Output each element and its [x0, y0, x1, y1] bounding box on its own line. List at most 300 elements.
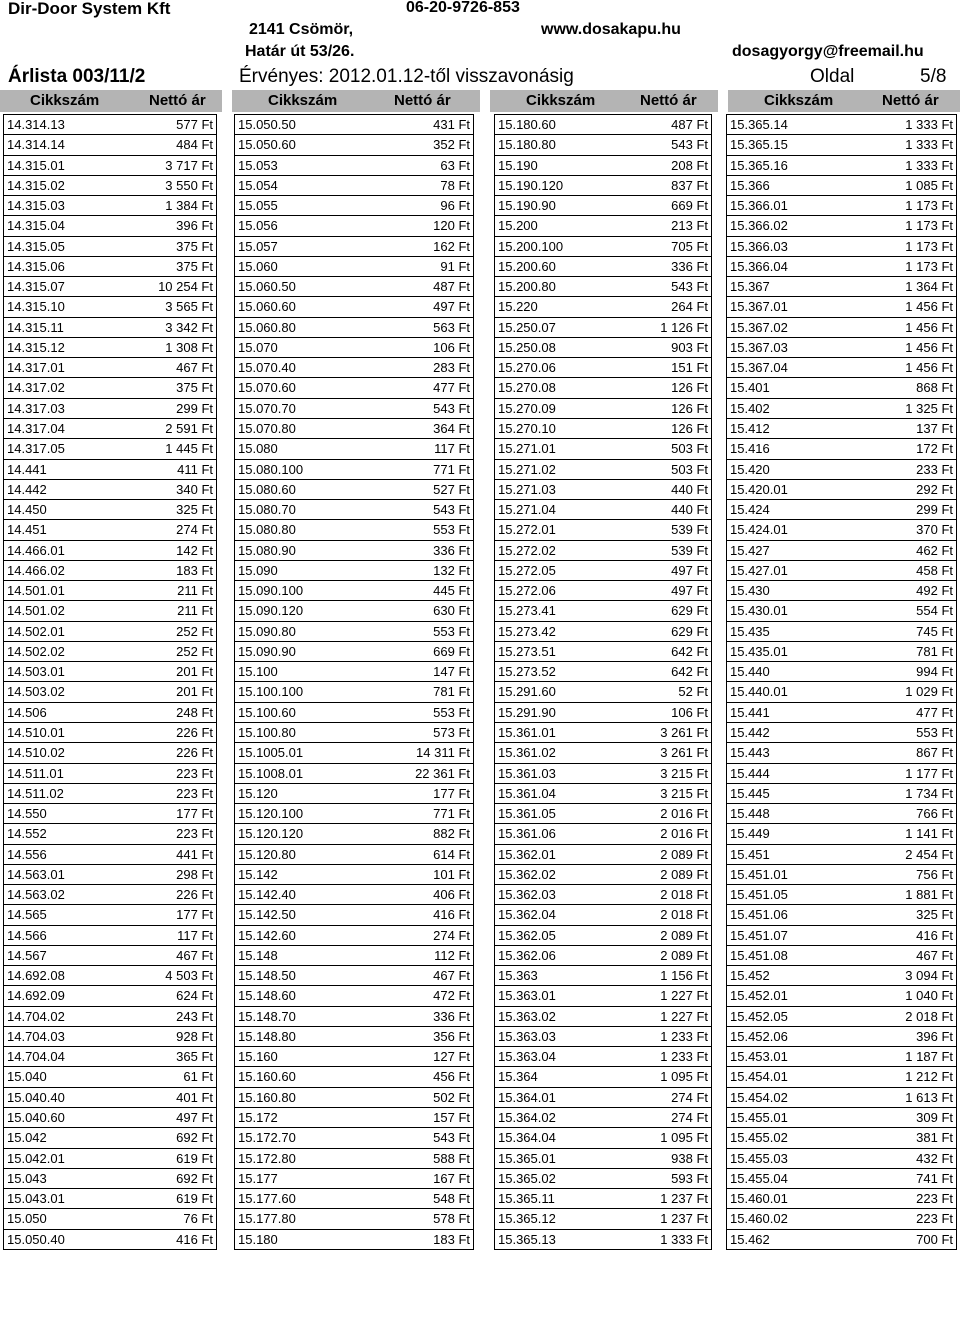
- table-row: [494, 641, 712, 661]
- item-price: 1 141 Ft: [905, 826, 953, 842]
- item-code: 14.314.14: [7, 137, 65, 153]
- item-price: 543 Ft: [671, 137, 708, 153]
- item-price: 274 Ft: [671, 1110, 708, 1126]
- table-row: [3, 904, 217, 924]
- item-code: 15.440.01: [730, 684, 788, 700]
- table-row: [494, 783, 712, 803]
- item-price: 837 Ft: [671, 177, 708, 193]
- item-code: 15.273.51: [498, 643, 556, 659]
- item-code: 15.424: [730, 502, 770, 518]
- column-header-4: [728, 90, 960, 112]
- table-row: [726, 1229, 957, 1250]
- item-code: 14.315.02: [7, 177, 65, 193]
- item-price: 458 Ft: [916, 562, 953, 578]
- table-row: [234, 215, 474, 235]
- item-price: 630 Ft: [433, 603, 470, 619]
- table-row: [494, 965, 712, 985]
- table-row: [726, 925, 957, 945]
- table-row: [3, 985, 217, 1005]
- table-row: [726, 742, 957, 762]
- table-row: [234, 1148, 474, 1168]
- item-price: 1 085 Ft: [905, 177, 953, 193]
- item-code: 15.270.10: [498, 420, 556, 436]
- item-price: 1 333 Ft: [660, 1231, 708, 1247]
- table-row: [234, 722, 474, 742]
- item-price: 61 Ft: [183, 1069, 213, 1085]
- item-code: 15.367.02: [730, 319, 788, 335]
- table-row: [726, 337, 957, 357]
- website[interactable]: www.dosakapu.hu: [541, 21, 681, 38]
- table-row: [234, 1107, 474, 1127]
- table-row: [3, 195, 217, 215]
- table-row: [726, 236, 957, 256]
- item-code: 15.250.07: [498, 319, 556, 335]
- item-code: 15.271.04: [498, 502, 556, 518]
- item-price: 416 Ft: [433, 907, 470, 923]
- item-price: 274 Ft: [433, 927, 470, 943]
- table-row: [234, 540, 474, 560]
- item-code: 15.120.80: [238, 846, 296, 862]
- item-price: 741 Ft: [916, 1170, 953, 1186]
- item-code: 15.362.04: [498, 907, 556, 923]
- item-code: 15.070.60: [238, 380, 296, 396]
- item-price: 1 095 Ft: [660, 1130, 708, 1146]
- table-row: [234, 763, 474, 783]
- table-row: [726, 965, 957, 985]
- item-code: 14.315.01: [7, 157, 65, 173]
- item-price: 1 364 Ft: [905, 279, 953, 295]
- item-code: 15.442: [730, 724, 770, 740]
- table-row: [726, 114, 957, 134]
- item-code: 14.565: [7, 907, 47, 923]
- item-code: 15.445: [730, 785, 770, 801]
- item-code: 15.100.80: [238, 724, 296, 740]
- item-code: 15.090.80: [238, 623, 296, 639]
- item-code: 15.273.41: [498, 603, 556, 619]
- column-header-2: [232, 90, 480, 112]
- table-row: [234, 438, 474, 458]
- item-price: 700 Ft: [916, 1231, 953, 1247]
- column-header-3: [490, 90, 718, 112]
- item-price: 78 Ft: [440, 177, 470, 193]
- item-price: 440 Ft: [671, 502, 708, 518]
- table-row: [726, 418, 957, 438]
- item-code: 14.315.04: [7, 218, 65, 234]
- item-price: 487 Ft: [671, 117, 708, 132]
- table-row: [726, 621, 957, 641]
- table-row: [3, 702, 217, 722]
- table-row: [234, 1229, 474, 1250]
- item-code: 14.692.08: [7, 968, 65, 984]
- table-row: [3, 540, 217, 560]
- item-code: 15.367.04: [730, 360, 788, 376]
- item-code: 15.455.01: [730, 1110, 788, 1126]
- item-price: 588 Ft: [433, 1150, 470, 1166]
- item-price: 132 Ft: [433, 562, 470, 578]
- table-row: [3, 1148, 217, 1168]
- item-code: 15.055: [238, 198, 278, 214]
- item-price: 223 Ft: [176, 765, 213, 781]
- item-code: 15.364.01: [498, 1089, 556, 1105]
- item-price: 1 227 Ft: [660, 1008, 708, 1024]
- item-code: 15.435.01: [730, 643, 788, 659]
- table-row: [494, 1107, 712, 1127]
- table-row: [494, 702, 712, 722]
- table-row: [234, 803, 474, 823]
- item-price: 1 237 Ft: [660, 1211, 708, 1227]
- item-code: 15.452.05: [730, 1008, 788, 1024]
- item-code: 15.060.60: [238, 299, 296, 315]
- item-code: 15.142.60: [238, 927, 296, 943]
- item-code: 14.315.05: [7, 238, 65, 254]
- item-price: 375 Ft: [176, 258, 213, 274]
- item-price: 456 Ft: [433, 1069, 470, 1085]
- item-code: 15.273.52: [498, 664, 556, 680]
- table-row: [494, 236, 712, 256]
- item-price: 669 Ft: [433, 643, 470, 659]
- item-code: 15.366.01: [730, 198, 788, 214]
- item-code: 15.272.06: [498, 583, 556, 599]
- table-row: [726, 844, 957, 864]
- item-code: 14.317.03: [7, 400, 65, 416]
- table-row: [726, 864, 957, 884]
- table-row: [3, 1188, 217, 1208]
- item-price: 629 Ft: [671, 623, 708, 639]
- item-price: 22 361 Ft: [415, 765, 470, 781]
- item-code: 15.040: [7, 1069, 47, 1085]
- code-header: Cikkszám: [764, 92, 834, 109]
- item-price: 233 Ft: [916, 461, 953, 477]
- item-price: 554 Ft: [916, 603, 953, 619]
- item-price: 264 Ft: [671, 299, 708, 315]
- table-row: [494, 925, 712, 945]
- table-row: [726, 722, 957, 742]
- table-row: [726, 763, 957, 783]
- table-row: [494, 864, 712, 884]
- item-code: 15.444: [730, 765, 770, 781]
- table-row: [726, 215, 957, 235]
- table-row: [234, 114, 474, 134]
- table-row: [3, 418, 217, 438]
- table-row: [234, 175, 474, 195]
- item-price: 298 Ft: [176, 866, 213, 882]
- item-code: 15.190.90: [498, 198, 556, 214]
- item-code: 15.452.01: [730, 988, 788, 1004]
- item-code: 15.270.06: [498, 360, 556, 376]
- item-price: 563 Ft: [433, 319, 470, 335]
- item-price: 548 Ft: [433, 1191, 470, 1207]
- price-column-3: [494, 114, 712, 1250]
- item-code: 15.070.70: [238, 400, 296, 416]
- table-row: [726, 1046, 957, 1066]
- item-code: 14.566: [7, 927, 47, 943]
- item-code: 15.070: [238, 339, 278, 355]
- item-price: 2 454 Ft: [905, 846, 953, 862]
- item-code: 15.452.06: [730, 1028, 788, 1044]
- item-price: 292 Ft: [916, 481, 953, 497]
- item-price: 938 Ft: [671, 1150, 708, 1166]
- item-code: 15.366.04: [730, 258, 788, 274]
- item-price: 101 Ft: [433, 866, 470, 882]
- item-code: 15.040.60: [7, 1110, 65, 1126]
- item-price: 692 Ft: [176, 1170, 213, 1186]
- item-code: 15.448: [730, 806, 770, 822]
- price-header: Nettó ár: [882, 92, 939, 109]
- item-price: 553 Ft: [433, 704, 470, 720]
- item-code: 15.366.02: [730, 218, 788, 234]
- item-price: 497 Ft: [671, 562, 708, 578]
- email[interactable]: dosagyorgy@freemail.hu: [732, 43, 924, 60]
- item-price: 2 591 Ft: [165, 420, 213, 436]
- table-row: [3, 519, 217, 539]
- item-code: 14.563.02: [7, 887, 65, 903]
- item-price: 543 Ft: [433, 502, 470, 518]
- item-code: 15.148.60: [238, 988, 296, 1004]
- table-row: [3, 296, 217, 316]
- item-code: 15.367.03: [730, 339, 788, 355]
- table-row: [726, 661, 957, 681]
- table-row: [726, 783, 957, 803]
- item-price: 126 Ft: [671, 380, 708, 396]
- item-price: 1 040 Ft: [905, 988, 953, 1004]
- table-row: [494, 256, 712, 276]
- item-price: 614 Ft: [433, 846, 470, 862]
- item-code: 14.466.02: [7, 562, 65, 578]
- item-price: 440 Ft: [671, 481, 708, 497]
- table-row: [726, 519, 957, 539]
- item-price: 553 Ft: [433, 623, 470, 639]
- item-price: 147 Ft: [433, 664, 470, 680]
- table-row: [726, 1188, 957, 1208]
- item-price: 578 Ft: [433, 1211, 470, 1227]
- table-row: [726, 155, 957, 175]
- item-price: 2 089 Ft: [660, 927, 708, 943]
- table-row: [3, 1006, 217, 1026]
- item-code: 15.420: [730, 461, 770, 477]
- item-code: 15.430.01: [730, 603, 788, 619]
- table-row: [726, 904, 957, 924]
- table-row: [3, 276, 217, 296]
- item-code: 15.366.03: [730, 238, 788, 254]
- table-row: [494, 803, 712, 823]
- item-price: 3 342 Ft: [165, 319, 213, 335]
- item-price: 126 Ft: [671, 420, 708, 436]
- item-price: 76 Ft: [183, 1211, 213, 1227]
- item-code: 15.427: [730, 542, 770, 558]
- item-code: 15.040.40: [7, 1089, 65, 1105]
- item-code: 15.462: [730, 1231, 770, 1247]
- table-row: [234, 195, 474, 215]
- item-code: 15.080.60: [238, 481, 296, 497]
- item-code: 15.1008.01: [238, 765, 304, 781]
- item-price: 539 Ft: [671, 522, 708, 538]
- item-price: 593 Ft: [671, 1170, 708, 1186]
- item-code: 15.100: [238, 664, 278, 680]
- table-row: [494, 1006, 712, 1026]
- table-row: [234, 600, 474, 620]
- item-code: 15.053: [238, 157, 278, 173]
- table-row: [3, 844, 217, 864]
- table-row: [3, 398, 217, 418]
- item-code: 14.503.02: [7, 684, 65, 700]
- item-price: 1 333 Ft: [905, 137, 953, 153]
- table-row: [234, 236, 474, 256]
- item-code: 14.501.01: [7, 583, 65, 599]
- item-price: 994 Ft: [916, 664, 953, 680]
- item-price: 396 Ft: [176, 218, 213, 234]
- item-price: 445 Ft: [433, 583, 470, 599]
- item-price: 211 Ft: [177, 603, 213, 619]
- code-header: Cikkszám: [268, 92, 338, 109]
- item-code: 15.453.01: [730, 1049, 788, 1065]
- item-price: 2 018 Ft: [660, 887, 708, 903]
- item-price: 406 Ft: [433, 887, 470, 903]
- table-row: [3, 215, 217, 235]
- item-code: 15.454.02: [730, 1089, 788, 1105]
- table-row: [494, 560, 712, 580]
- item-code: 15.148.70: [238, 1008, 296, 1024]
- item-price: 63 Ft: [440, 157, 470, 173]
- item-code: 15.366: [730, 177, 770, 193]
- item-code: 15.365.02: [498, 1170, 556, 1186]
- table-row: [494, 681, 712, 701]
- item-price: 477 Ft: [916, 704, 953, 720]
- table-row: [3, 1026, 217, 1046]
- table-row: [3, 945, 217, 965]
- item-code: 15.362.01: [498, 846, 556, 862]
- table-row: [494, 418, 712, 438]
- item-code: 15.451.08: [730, 947, 788, 963]
- item-code: 15.271.03: [498, 481, 556, 497]
- item-code: 15.365.12: [498, 1211, 556, 1227]
- table-row: [3, 479, 217, 499]
- item-price: 127 Ft: [433, 1049, 470, 1065]
- table-row: [726, 1168, 957, 1188]
- table-row: [3, 377, 217, 397]
- item-code: 15.200.80: [498, 279, 556, 295]
- table-row: [234, 317, 474, 337]
- table-row: [3, 1046, 217, 1066]
- item-code: 15.430: [730, 583, 770, 599]
- item-price: 2 016 Ft: [660, 806, 708, 822]
- table-row: [726, 1127, 957, 1147]
- item-price: 1 029 Ft: [905, 684, 953, 700]
- item-code: 15.160.60: [238, 1069, 296, 1085]
- table-row: [726, 580, 957, 600]
- item-price: 497 Ft: [671, 583, 708, 599]
- table-row: [234, 884, 474, 904]
- item-code: 14.501.02: [7, 603, 65, 619]
- item-code: 14.317.05: [7, 441, 65, 457]
- item-code: 15.190.120: [498, 177, 564, 193]
- table-row: [3, 1107, 217, 1127]
- item-price: 396 Ft: [916, 1028, 953, 1044]
- table-row: [726, 1006, 957, 1026]
- item-price: 1 456 Ft: [905, 319, 953, 335]
- item-code: 15.362.06: [498, 947, 556, 963]
- item-code: 14.442: [7, 481, 47, 497]
- item-price: 356 Ft: [433, 1028, 470, 1044]
- item-code: 14.315.12: [7, 339, 65, 355]
- table-row: [234, 256, 474, 276]
- item-price: 868 Ft: [916, 380, 953, 396]
- item-code: 15.460.01: [730, 1191, 788, 1207]
- table-row: [726, 195, 957, 215]
- item-code: 15.120: [238, 785, 278, 801]
- item-price: 573 Ft: [433, 724, 470, 740]
- item-code: 15.365.15: [730, 137, 788, 153]
- item-code: 14.502.02: [7, 643, 65, 659]
- table-row: [3, 823, 217, 843]
- table-row: [234, 1168, 474, 1188]
- item-price: 183 Ft: [176, 562, 213, 578]
- table-row: [494, 1046, 712, 1066]
- item-price: 375 Ft: [176, 380, 213, 396]
- table-row: [3, 459, 217, 479]
- item-price: 106 Ft: [433, 339, 470, 355]
- item-price: 629 Ft: [671, 603, 708, 619]
- item-code: 14.314.13: [7, 117, 65, 132]
- price-list-id: Árlista 003/11/2: [8, 66, 146, 87]
- item-price: 553 Ft: [433, 522, 470, 538]
- item-code: 14.563.01: [7, 866, 65, 882]
- item-code: 15.367: [730, 279, 770, 295]
- table-row: [494, 1148, 712, 1168]
- code-header: Cikkszám: [526, 92, 596, 109]
- table-row: [494, 1087, 712, 1107]
- item-code: 14.317.01: [7, 360, 65, 376]
- item-code: 14.552: [7, 826, 47, 842]
- item-code: 14.466.01: [7, 542, 65, 558]
- table-row: [3, 438, 217, 458]
- table-row: [234, 985, 474, 1005]
- table-row: [234, 621, 474, 641]
- table-row: [494, 1168, 712, 1188]
- item-code: 15.441: [730, 704, 770, 720]
- item-code: 15.177.60: [238, 1191, 296, 1207]
- table-row: [3, 499, 217, 519]
- item-code: 14.704.04: [7, 1049, 65, 1065]
- item-code: 15.362.05: [498, 927, 556, 943]
- item-code: 15.160: [238, 1049, 278, 1065]
- item-code: 15.361.02: [498, 745, 556, 761]
- item-price: 1 456 Ft: [905, 299, 953, 315]
- item-code: 15.180.80: [498, 137, 556, 153]
- item-code: 15.070.40: [238, 360, 296, 376]
- item-price: 771 Ft: [433, 461, 470, 477]
- item-price: 472 Ft: [433, 988, 470, 1004]
- table-row: [3, 1168, 217, 1188]
- table-row: [234, 1087, 474, 1107]
- table-row: [494, 823, 712, 843]
- item-price: 1 156 Ft: [660, 968, 708, 984]
- item-code: 14.451: [7, 522, 47, 538]
- item-code: 15.1005.01: [238, 745, 304, 761]
- item-price: 1 456 Ft: [905, 360, 953, 376]
- item-price: 467 Ft: [916, 947, 953, 963]
- item-code: 15.427.01: [730, 562, 788, 578]
- item-code: 15.272.02: [498, 542, 556, 558]
- item-code: 15.272.05: [498, 562, 556, 578]
- item-code: 15.270.09: [498, 400, 556, 416]
- item-code: 15.250.08: [498, 339, 556, 355]
- table-row: [726, 560, 957, 580]
- item-code: 15.100.60: [238, 704, 296, 720]
- item-price: 52 Ft: [678, 684, 708, 700]
- table-row: [726, 134, 957, 154]
- table-row: [726, 1087, 957, 1107]
- table-row: [494, 398, 712, 418]
